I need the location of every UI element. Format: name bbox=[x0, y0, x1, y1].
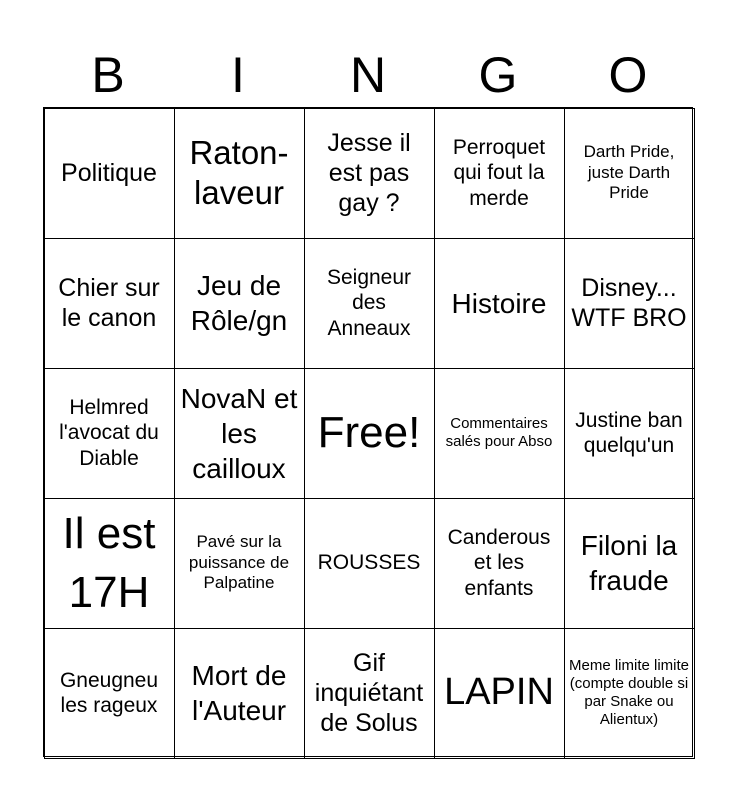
bingo-cell[interactable]: Seigneur des Anneaux bbox=[304, 238, 435, 369]
bingo-cell[interactable]: Helmred l'avocat du Diable bbox=[44, 368, 175, 499]
bingo-grid bbox=[43, 107, 693, 757]
bingo-cell[interactable]: LAPIN bbox=[434, 628, 565, 759]
bingo-cell[interactable]: Raton-laveur bbox=[174, 108, 305, 239]
bingo-cell[interactable]: Politique bbox=[44, 108, 175, 239]
bingo-cell[interactable]: Pavé sur la puissance de Palpatine bbox=[174, 498, 305, 629]
bingo-cell[interactable]: NovaN et les cailloux bbox=[174, 368, 305, 499]
free-cell[interactable]: Free! bbox=[304, 368, 435, 499]
bingo-cell[interactable]: Meme limite limite (compte double si par Snake ou Alientux) bbox=[564, 628, 695, 759]
header-letter-b: B bbox=[91, 47, 125, 103]
header-letter-i: I bbox=[231, 47, 245, 103]
bingo-cell[interactable]: Canderous et les enfants bbox=[434, 498, 565, 629]
bingo-cell[interactable]: Mort de l'Auteur bbox=[174, 628, 305, 759]
bingo-cell[interactable]: Histoire bbox=[434, 238, 565, 369]
bingo-header bbox=[43, 46, 693, 104]
bingo-cell[interactable]: Commentaires salés pour Abso bbox=[434, 368, 565, 499]
bingo-cell[interactable]: Gneugneu les rageux bbox=[44, 628, 175, 759]
bingo-cell[interactable]: Jeu de Rôle/gn bbox=[174, 238, 305, 369]
bingo-cell[interactable]: Disney... WTF BRO bbox=[564, 238, 695, 369]
header-letter-o: O bbox=[608, 47, 648, 103]
bingo-cell[interactable]: Darth Pride, juste Darth Pride bbox=[564, 108, 695, 239]
header-letter-n: N bbox=[349, 47, 387, 103]
bingo-cell[interactable]: Justine ban quelqu'un bbox=[564, 368, 695, 499]
bingo-cell[interactable]: Chier sur le canon bbox=[44, 238, 175, 369]
bingo-cell[interactable]: Filoni la fraude bbox=[564, 498, 695, 629]
header-letter-g: G bbox=[478, 47, 518, 103]
bingo-cell[interactable]: Jesse il est pas gay ? bbox=[304, 108, 435, 239]
bingo-cell[interactable]: Il est 17H bbox=[44, 498, 175, 629]
bingo-cell[interactable]: Perroquet qui fout la merde bbox=[434, 108, 565, 239]
bingo-cell[interactable]: ROUSSES bbox=[304, 498, 435, 629]
bingo-cell[interactable]: Gif inquiétant de Solus bbox=[304, 628, 435, 759]
